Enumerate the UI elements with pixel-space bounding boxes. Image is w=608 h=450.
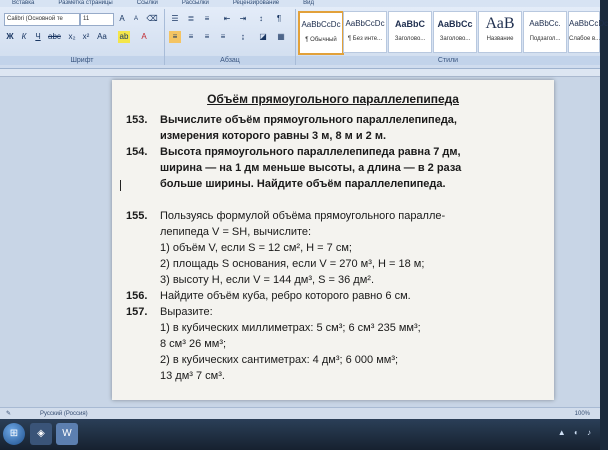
style-name: Название [486,36,514,42]
problem-line: измерения которого равны 3 м, 8 м и 2 м. [160,130,387,142]
paragraph-group [165,9,296,65]
problem-155 [126,208,536,288]
align-center-icon[interactable]: ≡ [188,32,194,41]
problem-number: 153. [126,114,148,126]
borders-icon[interactable]: ▦ [277,32,285,41]
change-case-icon[interactable]: Aa [97,32,107,41]
style-no-spacing[interactable] [343,11,387,53]
paragraph-group-label: Абзац [165,56,295,65]
italic-icon[interactable]: К [21,32,27,41]
justify-icon[interactable]: ≡ [220,32,226,41]
grow-font-icon[interactable]: A [119,14,125,23]
superscript-icon[interactable]: x² [82,32,90,41]
text-cursor [120,180,121,191]
document-page[interactable] [112,80,554,400]
decrease-indent-icon[interactable]: ⇤ [223,14,231,23]
problem-line: 1) объём V, если S = 12 см², H = 7 см; [160,242,352,254]
align-left-icon[interactable]: ≡ [169,31,181,43]
tab-view[interactable]: Вид [303,0,315,6]
problem-line: 1) в кубических миллиметрах: 5 см³; 6 см³ 235 мм³; [160,322,421,334]
taskbar-app-icon[interactable]: ◈ [30,423,52,445]
problem-line: Найдите объём куба, ребро которого равно 6 см. [160,290,411,302]
problem-line: 2) в кубических сантиметрах: 4 дм³; 6 000 мм³; [160,354,399,366]
sort-icon[interactable]: ↕ [259,14,263,23]
zoom-level[interactable]: 100% [574,411,590,417]
bullets-icon[interactable]: ☰ [171,14,179,23]
problem-number: 154. [126,146,148,158]
pilcrow-icon[interactable]: ¶ [276,14,282,23]
problem-number: 155. [126,210,148,222]
subscript-icon[interactable]: x₂ [68,32,76,41]
problem-line: ширина — на 1 дм меньше высоты, а длина — в 2 раза [160,162,462,174]
style-name: Слабое в... [569,36,601,42]
style-sample: AaBbCcDc [569,19,608,28]
taskbar [0,419,600,450]
document-title: Объём прямоугольного параллелепипеда [207,92,459,106]
problem-157 [126,304,536,384]
ribbon [0,0,608,69]
start-button[interactable]: ⊞ [3,423,25,445]
multilevel-icon[interactable]: ≡ [204,14,210,23]
problem-line: Высота прямоугольного параллелепипеда равна 7 дм, [160,146,461,158]
problem-154 [126,144,536,192]
ribbon-tabs [0,0,600,7]
style-name: ¶ Без инте... [347,36,383,42]
clear-format-icon[interactable]: ⌫ [146,14,158,23]
problem-line: 2) площадь S основания, если V = 270 м³, H = 18 м; [160,258,425,270]
font-size-combo[interactable]: 11 [80,13,114,26]
problem-line: Вычислите объём прямоугольного параллелепипеда, [160,114,457,126]
style-subtle-emphasis[interactable] [568,11,608,53]
strike-icon[interactable]: abc [48,32,61,41]
style-normal[interactable] [298,11,344,55]
system-tray[interactable]: ▲ ◐ ♪ [557,428,594,437]
problem-line: Пользуясь формулой объёма прямоугольного паралле- [160,210,446,222]
problem-line: 3) высоту H, если V = 144 дм³, S = 36 дм². [160,274,375,286]
shrink-font-icon[interactable]: A [133,16,138,22]
problem-line: лепипеда V = SH, вычислите: [160,226,312,238]
align-right-icon[interactable]: ≡ [204,32,210,41]
language-indicator[interactable]: Русский (Россия) [40,411,88,417]
tab-review[interactable]: Рецензирование [232,0,280,6]
style-name: Заголово... [439,36,471,42]
problem-156 [126,288,536,304]
problem-number: 156. [126,290,148,302]
styles-group [296,9,608,65]
shading-icon[interactable]: ◪ [259,32,267,41]
font-color-icon[interactable]: A [141,32,147,41]
styles-group-label: Стили [296,56,600,65]
font-group-label: Шрифт [0,56,164,65]
word-app-icon[interactable]: W [56,423,78,445]
style-name: ¶ Обычный [305,37,337,43]
font-name-combo[interactable]: Calibri (Основной те [4,13,80,26]
problem-153 [126,112,536,144]
style-name: Подзагол... [529,36,561,42]
style-sample: AaBbCcDc [345,19,385,28]
ruler [0,69,600,77]
style-heading-1[interactable] [388,11,432,53]
style-subtitle[interactable] [523,11,567,53]
problem-line: Выразите: [160,306,213,318]
style-sample: AaBbCcDc [301,20,341,29]
style-sample: AaBbCc. [529,19,561,28]
style-heading-2[interactable] [433,11,477,53]
numbering-icon[interactable]: ≣ [187,14,195,23]
problem-line: 13 дм³ 7 см³. [160,370,225,382]
tab-page-layout[interactable]: Разметка страницы [58,0,113,6]
style-sample: AaBbCc [437,19,473,29]
spellcheck-icon[interactable]: ✎ [6,411,12,417]
tab-insert[interactable]: Вставка [12,0,35,6]
tab-references[interactable]: Ссылки [136,0,158,6]
increase-indent-icon[interactable]: ⇥ [239,14,247,23]
tab-mailings[interactable]: Рассылки [181,0,209,6]
style-sample: АаВ [485,15,515,32]
problem-line: 8 см³ 26 мм³; [160,338,227,350]
font-group [0,9,165,65]
underline-icon[interactable]: Ч [35,32,41,41]
style-title[interactable] [478,11,522,53]
highlight-icon[interactable]: ab [119,32,129,41]
line-spacing-icon[interactable]: ↨ [241,32,245,41]
problem-number: 157. [126,306,148,318]
bold-icon[interactable]: Ж [6,32,14,41]
style-name: Заголово... [394,36,426,42]
problem-line: больше ширины. Найдите объём параллелепипеда. [160,178,446,190]
style-sample: AaBbC [394,19,425,29]
